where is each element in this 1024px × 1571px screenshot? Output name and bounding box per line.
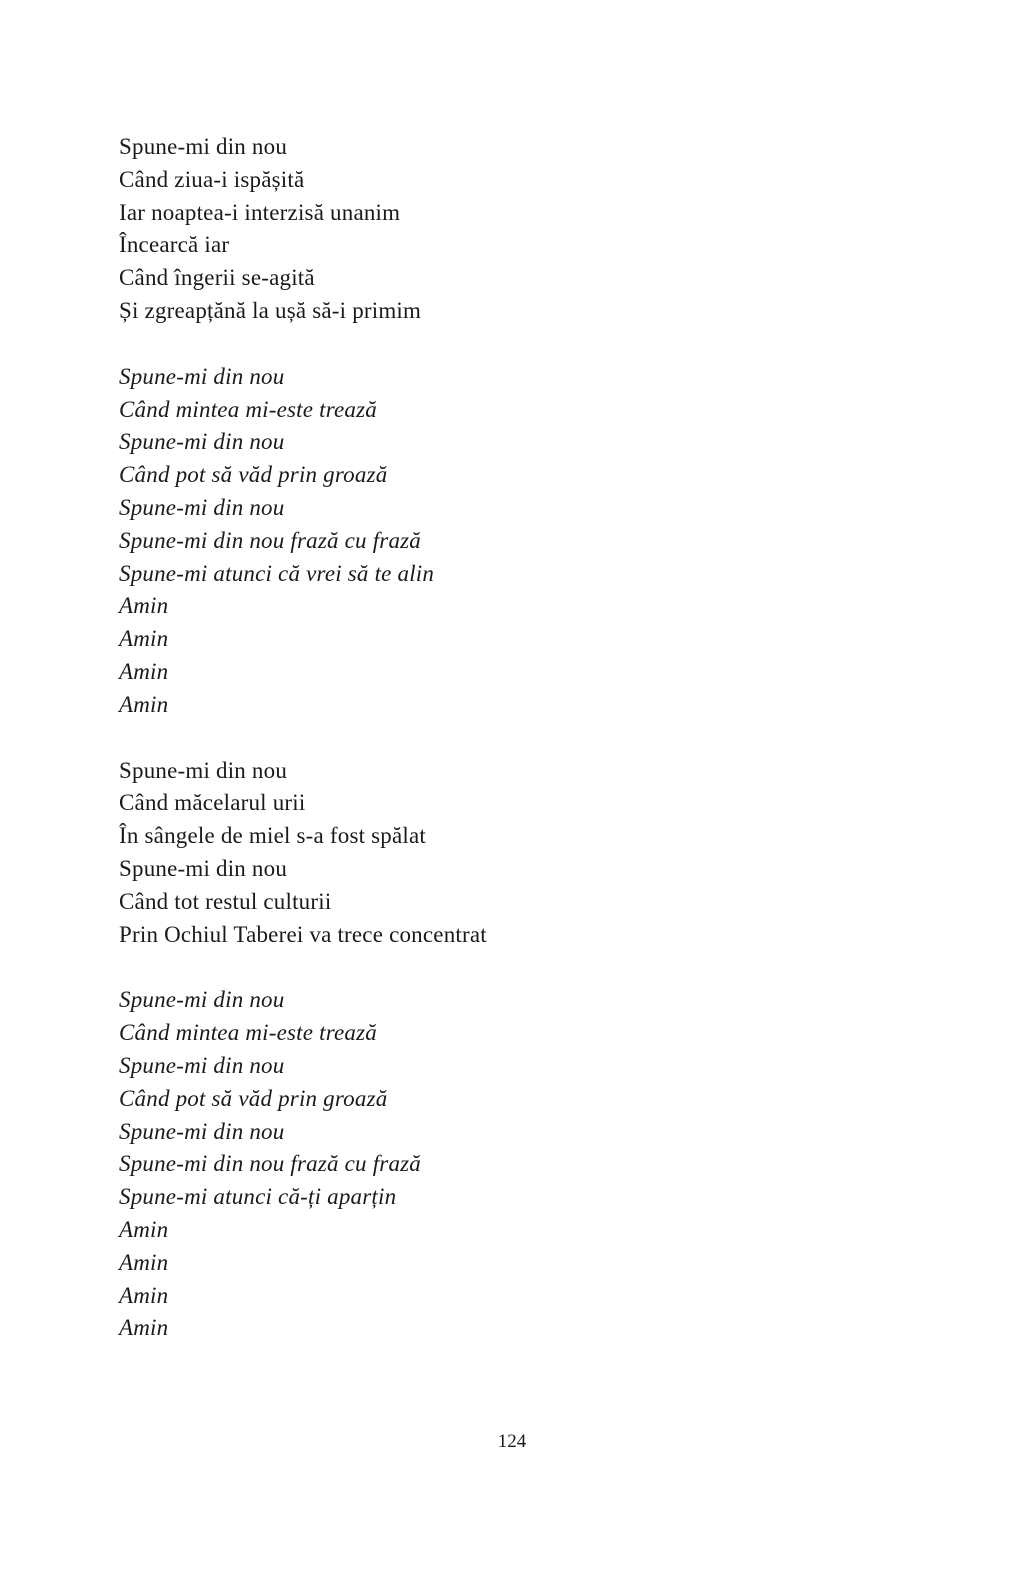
poem-line: Spune-mi din nou bbox=[119, 429, 285, 455]
poem-line: Spune-mi din nou bbox=[119, 363, 285, 389]
poem-line: Spune-mi atunci că vrei să te alin bbox=[119, 560, 435, 586]
poem-line: Spune-mi din nou bbox=[119, 1052, 285, 1078]
stanza-4-refrain bbox=[119, 984, 919, 1345]
poem-line: Amin bbox=[119, 1249, 169, 1275]
page-number: 124 bbox=[497, 1431, 527, 1452]
poem-line: Amin bbox=[119, 626, 169, 652]
poem-line: Amin bbox=[119, 691, 169, 717]
poem-line: Când mintea mi-este trează bbox=[119, 396, 377, 422]
poem-line: Spune-mi din nou frază cu frază bbox=[119, 527, 421, 553]
poem-line: Spune-mi din nou bbox=[119, 855, 288, 881]
poem-line: Prin Ochiul Taberei va trece concentrat bbox=[119, 921, 487, 947]
poem-line: Amin bbox=[119, 1216, 169, 1242]
poem-line: Spune-mi atunci că-ți aparțin bbox=[119, 1184, 397, 1210]
poem-line: Încearcă iar bbox=[119, 232, 230, 258]
poem-line: Amin bbox=[119, 658, 169, 684]
poem-line: În sângele de miel s-a fost spălat bbox=[119, 823, 426, 849]
poem-line: Iar noaptea-i interzisă unanim bbox=[119, 199, 401, 225]
poem-line: Spune-mi din nou bbox=[119, 757, 288, 783]
poem-line: Când pot să văd prin groază bbox=[119, 462, 388, 488]
poem-line: Când ziua-i ispășită bbox=[119, 166, 305, 192]
stanza-2-refrain bbox=[119, 361, 919, 722]
poem-line: Când tot restul culturii bbox=[119, 888, 332, 914]
poem-body bbox=[119, 131, 919, 1345]
poem-line: Amin bbox=[119, 593, 169, 619]
poem-line: Amin bbox=[119, 1282, 169, 1308]
poem-line: Spune-mi din nou bbox=[119, 134, 288, 159]
poem-line: Când măcelarul urii bbox=[119, 790, 306, 816]
poem-line: Când pot să văd prin groază bbox=[119, 1085, 388, 1111]
poem-line: Și zgreapțănă la ușă să-i primim bbox=[119, 297, 422, 323]
poem-line: Spune-mi din nou frază cu frază bbox=[119, 1151, 421, 1177]
poem-line: Spune-mi din nou bbox=[119, 1118, 285, 1144]
poem-line: Când mintea mi-este trează bbox=[119, 1020, 377, 1046]
stanza-3 bbox=[119, 755, 919, 952]
poem-line: Când îngerii se-agită bbox=[119, 265, 315, 291]
poem-line: Spune-mi din nou bbox=[119, 987, 285, 1013]
stanza-1 bbox=[119, 131, 919, 328]
poem-line: Spune-mi din nou bbox=[119, 494, 285, 520]
poem-line: Amin bbox=[119, 1315, 169, 1341]
